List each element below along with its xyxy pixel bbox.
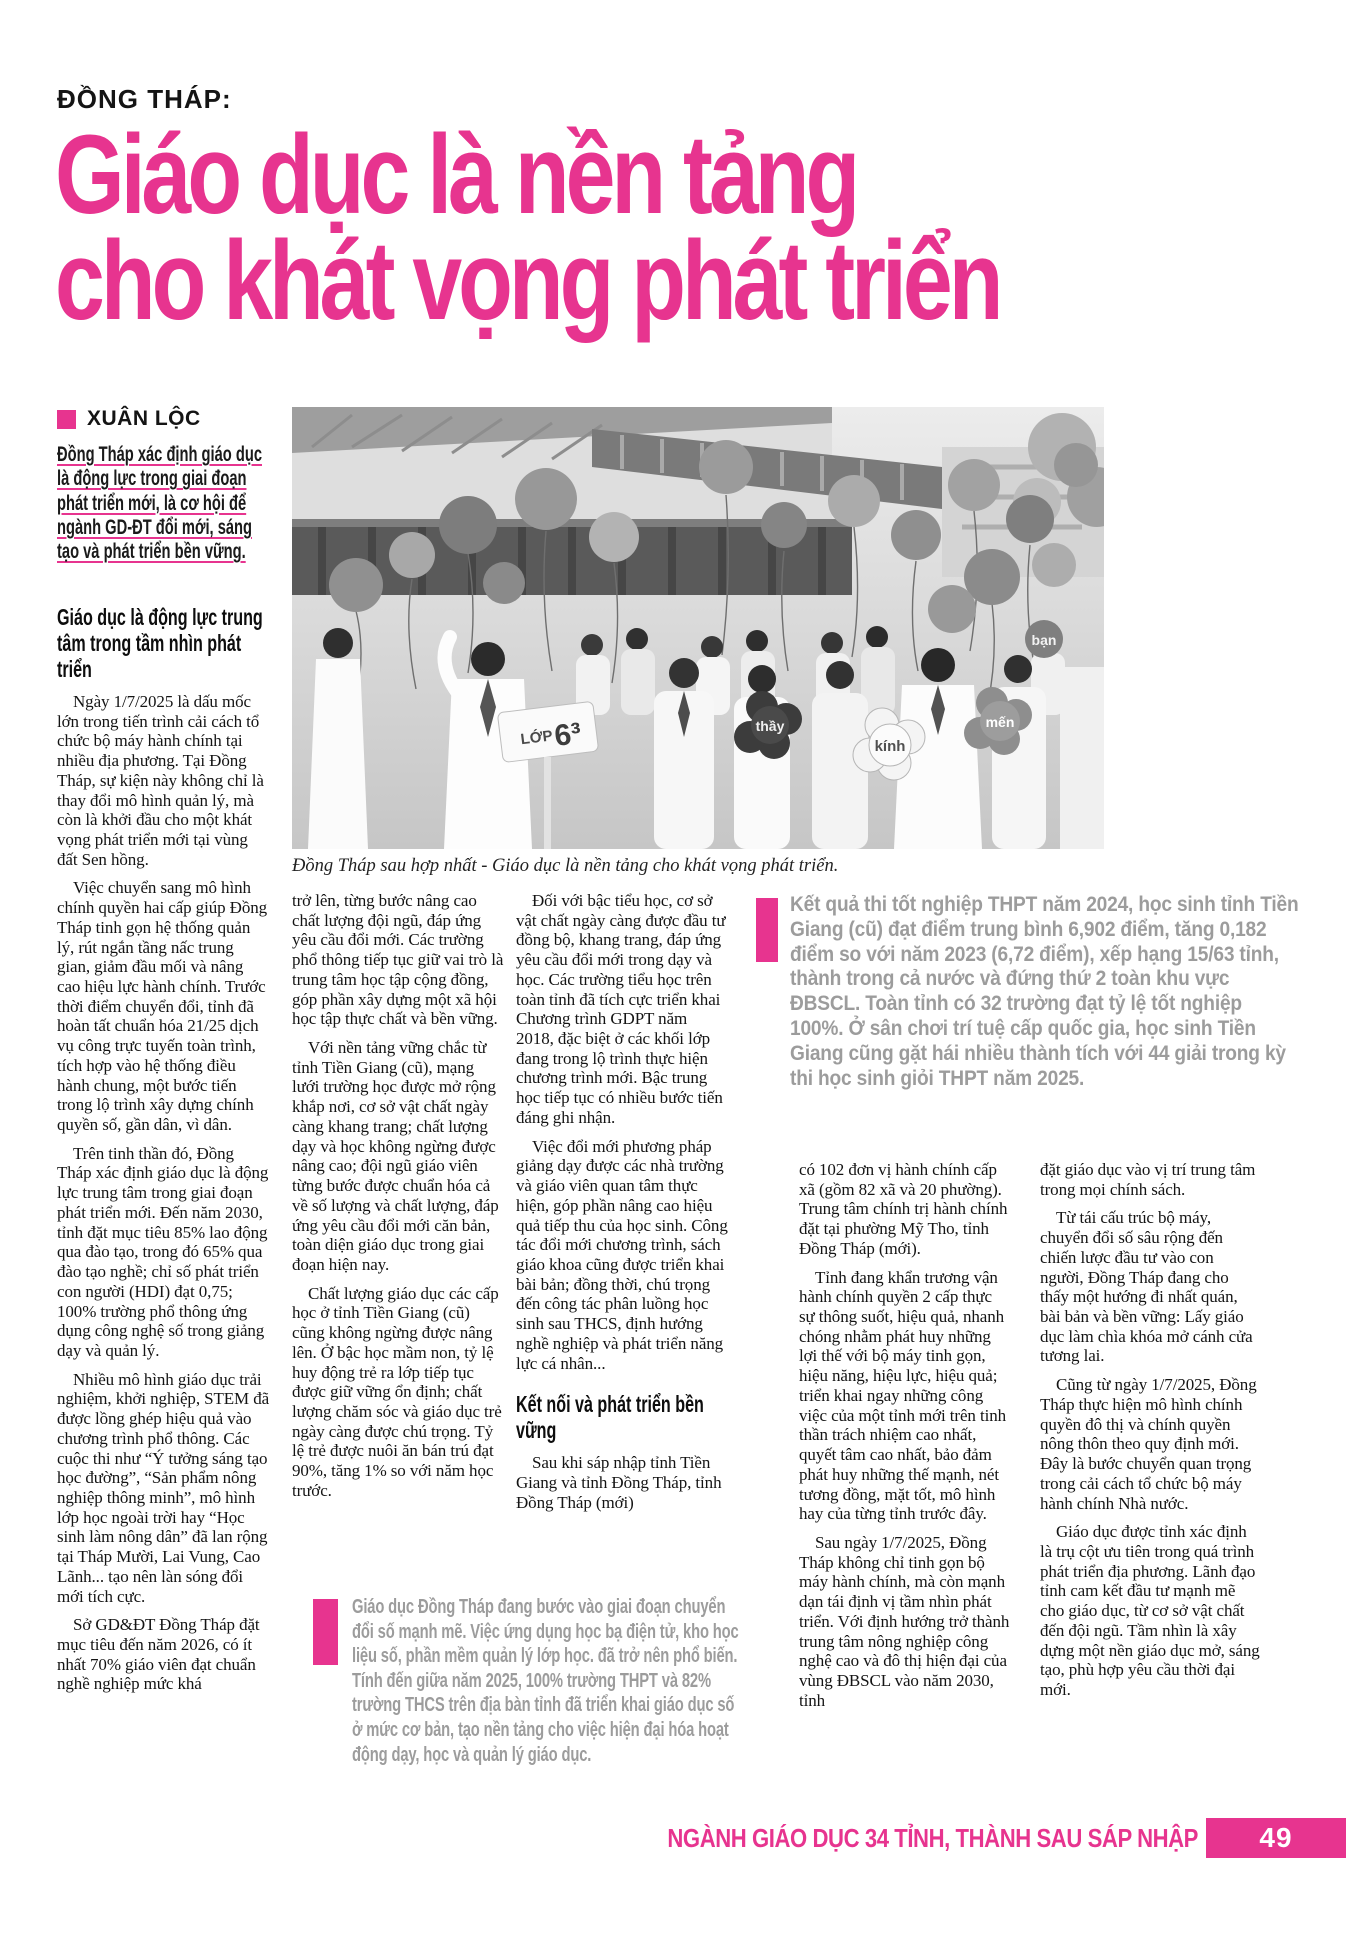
column-2 [292, 891, 505, 1510]
column-1 [57, 604, 270, 1703]
sign-pole [544, 757, 551, 849]
article-photo [292, 407, 1104, 849]
paragraph: trở lên, từng bước nâng cao chất lượng đội ngũ, đáp ứng yêu cầu đổi mới. Các trường phổ thông tiếp tục giữ vai trò là trung tâm học tập cộng đồng, góp phần xây dựng một xã hội học tập thực chất và bền vững. [292, 891, 504, 1029]
headline-line-1: Giáo dục là nền tảng [55, 112, 857, 237]
column-5 [1040, 1160, 1261, 1709]
paragraph: Ngày 1/7/2025 là dấu mốc lớn trong tiến trình cải cách tổ chức bộ máy hành chính tại nhiều địa phương. Tại Đồng Tháp, sự kiện này không chỉ là thay đổi mô hình quản lý, mà còn là khởi đầu cho một khát vọng phát triển mới tại vùng đất Sen hồng. [57, 691, 264, 869]
section-heading-2: Kết nối và phát triển bền vững [516, 1391, 704, 1444]
paragraph: Sở GD&ĐT Đồng Tháp đặt mục tiêu đến năm 2026, có ít nhất 70% giáo viên đạt chuẩn nghề nghiệp mức khá [57, 1615, 260, 1694]
section-heading-1: Giáo dục là động lực trung tâm trong tầm nhìn phát triển [57, 604, 263, 682]
photo-caption: Đồng Tháp sau hợp nhất - Giáo dục là nền tảng cho khát vọng phát triển. [292, 856, 839, 876]
paragraph: Sau ngày 1/7/2025, Đồng Tháp không chỉ tinh gọn bộ máy hành chính, mà còn mạnh dạn tái định vị tầm nhìn phát triển. Với định hướng trở thành trung tâm nông nghiệp công nghệ cao và đô thị hiện đại của vùng ĐBSCL vào năm 2030, tỉnh [799, 1532, 1010, 1710]
paragraph: Việc đổi mới phương pháp giảng dạy được các nhà trường và giáo viên quan tâm thực hiện, góp phần nâng cao hiệu quả tiếp thu của học sinh. Công tác đổi mới chương trình, sách giáo khoa cũng được triển khai bài bản; đồng thời, chú trọng đến công tác phân luồng học sinh sau THCS, định hướng nghề nghiệp và phát triển năng lực cá nhân... [516, 1136, 728, 1373]
paragraph: Từ tái cấu trúc bộ máy, chuyển đổi số sâu rộng đến chiến lược đầu tư vào con người, Đồng Tháp đang cho thấy một hướng đi nhất quán, bài bản và bền vững: Lấy giáo dục làm chìa khóa mở cánh cửa tương lai. [1040, 1208, 1253, 1366]
column-4 [799, 1160, 1010, 1719]
paragraph: Đối với bậc tiểu học, cơ sở vật chất ngày càng được đầu tư đồng bộ, khang trang, đáp ứng yêu cầu đổi mới trong dạy và học. Các trường tiểu học trên toàn tỉnh đã tích cực triển khai Chương trình GDPT năm 2018, đặc biệt ở các khối lớp đang trong lộ trình thực hiện chương trình mới. Bậc trung học tiếp tục có nhiều bước tiến đáng ghi nhận. [516, 891, 726, 1127]
headline-line-2: cho khát vọng phát triển [55, 218, 1000, 343]
paragraph: có 102 đơn vị hành chính cấp xã (gồm 82 xã và 20 phường). Trung tâm chính trị hành chính đặt tại phường Mỹ Tho, tỉnh Đồng Tháp (mới). [799, 1160, 1008, 1258]
paragraph: Nhiều mô hình giáo dục trải nghiệm, khởi nghiệp, STEM đã được lồng ghép hiệu quả vào chương trình phổ thông. Các cuộc thi như “Ý tưởng sáng tạo học đường”, “Sản phẩm nông nghiệp thông minh”, mô hình lớp học ngoài trời hay “Học sinh làm nông dân” đã lan rộng tại Tháp Mười, Lai Vung, Cao Lãnh... tạo nên làn sóng đổi mới tích cực. [57, 1369, 270, 1606]
photo-illustration [292, 407, 1104, 849]
page-number: 49 [1259, 1822, 1293, 1853]
paragraph: Giáo dục được tỉnh xác định là trụ cột ưu tiên trong quá trình phát triển địa phương. Lãnh đạo tỉnh cam kết đầu tư mạnh mẽ cho giáo dục, từ cơ sở vật chất đến đội ngũ. Tầm nhìn là xây dựng một nền giáo dục mở, sáng tạo, phù hợp yêu cầu thời đại mới. [1040, 1522, 1260, 1699]
byline-author: XUÂN LỘC [87, 407, 201, 430]
column-3 [516, 891, 729, 1521]
paragraph: Trên tinh thần đó, Đồng Tháp xác định giáo dục là động lực trung tâm trong giai đoạn phát triển mới. Đến năm 2030, tỉnh đặt mục tiêu 85% lao động qua đào tạo, trong đó 65% qua đào tạo nghề; chỉ số phát triển con người (HDI) đạt 0,75; 100% trường phổ thông ứng dụng công nghệ số trong giảng dạy và quản lý. [57, 1143, 269, 1360]
svg-text:bạn: bạn [1031, 632, 1057, 648]
byline-square-icon [57, 410, 76, 429]
paragraph: Sau khi sáp nhập tỉnh Tiền Giang và tỉnh Đồng Tháp, tỉnh Đồng Tháp (mới) [516, 1453, 722, 1512]
sign-ban [1025, 620, 1063, 658]
kicker: ĐỒNG THÁP: [57, 84, 232, 114]
svg-text:thầy: thầy [755, 718, 785, 734]
pull-quote-bar-bottom [313, 1599, 338, 1665]
paragraph: Việc chuyển sang mô hình chính quyền hai cấp giúp Đồng Tháp tinh gọn hệ thống quản lý, rút ngắn tầng nấc trung gian, giảm đầu mối và nâng cao hiệu lực hành chính. Trước thời điểm chuyển đổi, tỉnh đã hoàn tất chuẩn hóa 21/25 dịch vụ công trực tuyến toàn trình, tích hợp vào hệ thống điều hành chung, một bước tiến trong lộ trình xây dựng chính quyền số, gần dân, vì dân. [57, 878, 268, 1135]
paragraph: đặt giáo dục vào vị trí trung tâm trong mọi chính sách. [1040, 1160, 1256, 1199]
paragraph: Chất lượng giáo dục các cấp học ở tỉnh Tiền Giang (cũ) cũng không ngừng được nâng lên. Ở bậc học mầm non, tỷ lệ huy động trẻ ra lớp tiếp tục được giữ vững ổn định; chất lượng chăm sóc và giáo dục trẻ ngày càng được chú trọng. Tỷ lệ trẻ được nuôi ăn bán trú đạt 90%, tăng 1% so với năm học trước. [292, 1283, 502, 1500]
class-sign-label: LỚP [519, 727, 554, 749]
svg-text:kính: kính [874, 738, 906, 755]
paragraph: Với nền tảng vững chắc từ tỉnh Tiền Giang (cũ), mạng lưới trường học được mở rộng khắp nơi, cơ sở vật chất ngày càng khang trang; chất lượng dạy và học không ngừng được nâng cao; đội ngũ giáo viên từng bước được chuẩn hóa cả về số lượng và chất lượng, đáp ứng yêu cầu đổi mới căn bản, toàn diện giáo dục trong giai đoạn hiện nay. [292, 1038, 499, 1274]
pull-quote-right: Kết quả thi tốt nghiệp THPT năm 2024, học sinh tỉnh Tiền Giang (cũ) đạt điểm trung bình 6,902 điểm, tăng 0,182 điểm so với năm 2023 (6,72 điểm), xếp hạng 15/63 tỉnh, thành trong cả nước và đứng thứ 2 toàn khu vực ĐBSCL. Toàn tỉnh có 32 trường đạt tỷ lệ tốt nghiệp 100%. Ở sân chơi trí tuệ cấp quốc gia, học sinh Tiền Giang cũng gặt hái nhiều thành tích với 44 giải trong kỳ thi học sinh giỏi THPT năm 2025. [790, 892, 1299, 1090]
pull-quote-bar-right [756, 898, 778, 962]
paragraph: Tỉnh đang khẩn trương vận hành chính quyền 2 cấp thực sự thông suốt, hiệu quả, nhanh chóng nhằm phát huy những lợi thế với bộ máy tinh gọn, hiệu năng, hiệu lực, hiệu quả; triển khai ngay những công việc của một tỉnh mới trên tinh thần trách nhiệm cao nhất, quyết tâm cao nhất, bảo đảm phát huy những thế mạnh, nét tương đồng, mặt tốt, mô hình hay của từng tỉnh trước đây. [799, 1267, 1007, 1524]
byline [57, 407, 201, 431]
paragraph: Cũng từ ngày 1/7/2025, Đồng Tháp thực hiện mô hình chính quyền đô thị và chính quyền nông thôn theo quy định mới. Đây là bước chuyển quan trọng trong cải cách tổ chức bộ máy hành chính Nhà nước. [1040, 1375, 1257, 1513]
pull-quote-bottom: Giáo dục Đồng Tháp đang bước vào giai đoạn chuyển đổi số mạnh mẽ. Việc ứng dụng học bạ điện tử, kho học liệu số, phần mềm quản lý lớp học. đã trở nên phổ biến. Tính đến giữa năm 2025, 100% trường THPT và 82% trường THCS trên địa bàn tỉnh đã triển khai giáo dục số ở mức cơ bản, tạo nền tảng cho việc hiện đại hóa hoạt động dạy, học và quản lý giáo dục. [352, 1595, 739, 1766]
svg-text:mến: mến [985, 714, 1015, 730]
class-sign-number: 6³ [552, 716, 584, 753]
page-number-badge [1206, 1818, 1346, 1858]
footer-title: NGÀNH GIÁO DỤC 34 TỈNH, THÀNH SAU SÁP NHẬP [667, 1823, 1198, 1853]
intro-paragraph: Đồng Tháp xác định giáo dục là động lực trong giai đoạn phát triển mới, là cơ hội để ngành GD-ĐT đổi mới, sáng tạo và phát triển bền vững. [57, 443, 262, 564]
